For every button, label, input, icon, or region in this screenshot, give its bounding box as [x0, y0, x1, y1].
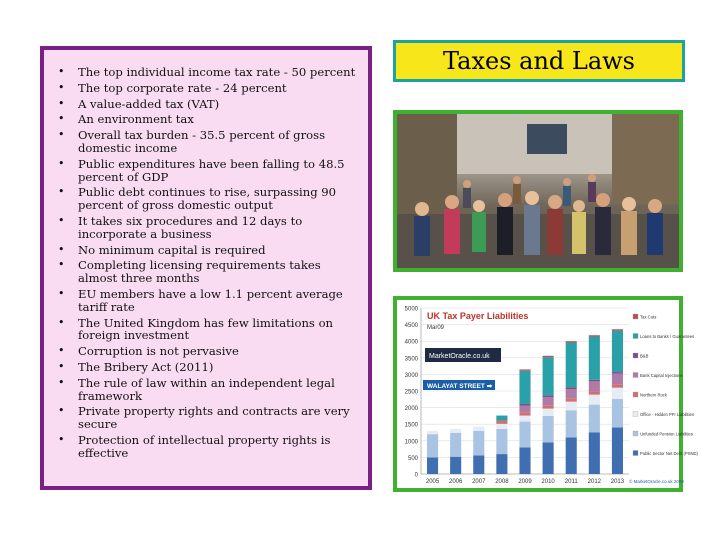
legend-label: Public Sector Net Debt (PSND)	[640, 451, 698, 456]
legend-label: B&B	[640, 353, 649, 359]
bullet-item: • The Bribery Act (2011)	[44, 361, 368, 374]
bar-segment	[589, 381, 600, 391]
bullet-item: • The top corporate rate - 24 percent	[44, 82, 368, 95]
bar-segment	[566, 343, 577, 388]
bar-segment	[543, 409, 554, 416]
bar-segment	[612, 329, 623, 330]
legend-swatch	[633, 431, 638, 436]
bar-segment	[519, 371, 530, 404]
photo-frame	[393, 110, 683, 272]
photo-building-right	[612, 114, 679, 204]
bar-segment	[612, 372, 623, 374]
bar-segment	[612, 374, 623, 385]
bar-segment	[496, 429, 507, 454]
x-tick-label: 2007	[472, 479, 486, 485]
bar-segment	[566, 389, 577, 398]
y-tick-label: 4000	[404, 339, 418, 346]
x-tick-label: 2009	[518, 479, 532, 485]
legend-swatch	[633, 392, 638, 397]
bullet-item: • Private property rights and contracts are very secure	[44, 405, 368, 431]
bullet-item: • An environment tax	[44, 113, 368, 126]
bar-segment	[589, 405, 600, 433]
photo-sign	[527, 124, 567, 154]
x-tick-label: 2013	[610, 479, 625, 485]
bar-segment	[589, 335, 600, 336]
slide-title: Taxes and Laws	[443, 47, 635, 75]
y-tick-label: 2500	[404, 389, 418, 396]
bar-segment	[612, 388, 623, 399]
legend-swatch	[633, 314, 638, 319]
chart-watermark: MarketOracle.co.uk	[429, 353, 490, 360]
bar-segment	[566, 341, 577, 342]
legend-swatch	[633, 451, 638, 456]
bullet-item: • Protection of intellectual property rights is effective	[44, 434, 368, 460]
bar-segment	[496, 424, 507, 429]
x-tick-label: 2011	[564, 479, 578, 485]
bar-segment	[566, 410, 577, 437]
bar-segment	[543, 442, 554, 474]
x-tick-label: 2010	[541, 479, 555, 485]
bar-segment	[543, 395, 554, 397]
bar-segment	[450, 457, 461, 474]
bullet-item: • A value-added tax (VAT)	[44, 98, 368, 111]
bar-segment	[566, 402, 577, 411]
slide-title-box	[393, 40, 685, 82]
x-tick-label: 2012	[587, 479, 602, 485]
legend-swatch	[633, 373, 638, 378]
bar-segment	[519, 406, 530, 413]
bar-segment	[519, 416, 530, 422]
bar-segment	[427, 431, 438, 434]
bullet-list	[44, 66, 368, 463]
legend-label: Bank Capital Injections	[640, 373, 683, 378]
y-tick-label: 500	[407, 455, 418, 462]
legend-label: Tax Cuts	[640, 314, 657, 320]
y-tick-label: 3000	[404, 372, 418, 379]
bar-segment	[519, 422, 530, 448]
bar-segment	[519, 404, 530, 406]
bar-segment	[543, 397, 554, 405]
bar-segment	[543, 357, 554, 395]
bar-segment	[589, 391, 600, 394]
legend-swatch	[633, 412, 638, 417]
bar-segment	[543, 356, 554, 357]
bullet-item: • Overall tax burden - 35.5 percent of gross domestic income	[44, 129, 368, 155]
bar-segment	[473, 431, 484, 456]
bar-segment	[612, 331, 623, 373]
bar-segment	[612, 428, 623, 474]
legend-label: Northern Rock	[640, 392, 667, 398]
bar-segment	[450, 429, 461, 433]
y-tick-label: 1000	[404, 439, 418, 446]
y-tick-label: 5000	[404, 306, 418, 313]
bar-segment	[612, 384, 623, 387]
bar-segment	[473, 455, 484, 474]
bar-segment	[543, 405, 554, 408]
bullet-item: • The United Kingdom has few limitations on foreign investment	[44, 317, 368, 343]
bullet-item: • Public expenditures have been falling to 48.5 percent of GDP	[44, 158, 368, 184]
y-tick-label: 3500	[404, 356, 418, 363]
y-tick-label: 2000	[404, 406, 418, 413]
bar-segment	[427, 434, 438, 457]
chart-source: © MarketOracle.co.uk 2009	[629, 479, 684, 484]
y-tick-label: 1500	[404, 422, 418, 429]
y-tick-label: 0	[414, 472, 418, 479]
bullet-item: • The rule of law within an independent legal framework	[44, 377, 368, 403]
chart-title: UK Tax Payer Liabilities	[427, 311, 529, 321]
bar-segment	[589, 380, 600, 382]
bullet-item: • Public debt continues to rise, surpassing 90 percent of gross domestic output	[44, 186, 368, 212]
legend-label: Loans to Banks / Guarantees	[640, 334, 695, 339]
chart-banner: WALAYAT STREET ➡	[427, 383, 493, 390]
bar-segment	[589, 395, 600, 405]
bullet-item: • It takes six procedures and 12 days to incorporate a business	[44, 215, 368, 241]
bullet-panel	[40, 46, 372, 490]
bar-segment	[589, 433, 600, 475]
bar-segment	[566, 387, 577, 389]
bar-segment	[519, 447, 530, 474]
chart-panel	[397, 300, 698, 488]
tax-liabilities-chart	[397, 300, 698, 488]
bullet-item: • EU members have a low 1.1 percent average tariff rate	[44, 288, 368, 314]
bar-segment	[566, 398, 577, 401]
legend-swatch	[633, 334, 638, 339]
y-tick-label: 4500	[404, 323, 418, 330]
bar-segment	[473, 427, 484, 431]
x-tick-label: 2006	[448, 479, 463, 485]
chart-frame	[393, 296, 698, 492]
bar-segment	[543, 416, 554, 443]
chart-subtitle: Mar09	[427, 325, 445, 331]
bar-segment	[612, 399, 623, 428]
bar-segment	[589, 337, 600, 380]
legend-label: Unfunded Pension Liabilities	[640, 431, 693, 437]
bar-segment	[427, 457, 438, 474]
legend-swatch	[633, 353, 638, 358]
bullet-item: • The top individual income tax rate - 50 percent	[44, 66, 368, 79]
x-tick-label: 2005	[425, 479, 440, 485]
bar-segment	[519, 412, 530, 415]
crowd-street-photo	[397, 114, 679, 268]
bullet-item: • Completing licensing requirements takes almost three months	[44, 259, 368, 285]
legend-label: Office - Hidden PFI Liabilities	[640, 412, 694, 417]
bar-segment	[496, 416, 507, 421]
x-tick-label: 2008	[495, 479, 509, 485]
bullet-item: • Corruption is not pervasive	[44, 345, 368, 358]
bar-segment	[450, 433, 461, 457]
bar-segment	[519, 369, 530, 370]
bullet-item: • No minimum capital is required	[44, 244, 368, 257]
crowd-photo-illustration	[397, 114, 679, 268]
bar-segment	[496, 421, 507, 424]
bar-segment	[496, 454, 507, 474]
bar-segment	[566, 437, 577, 474]
